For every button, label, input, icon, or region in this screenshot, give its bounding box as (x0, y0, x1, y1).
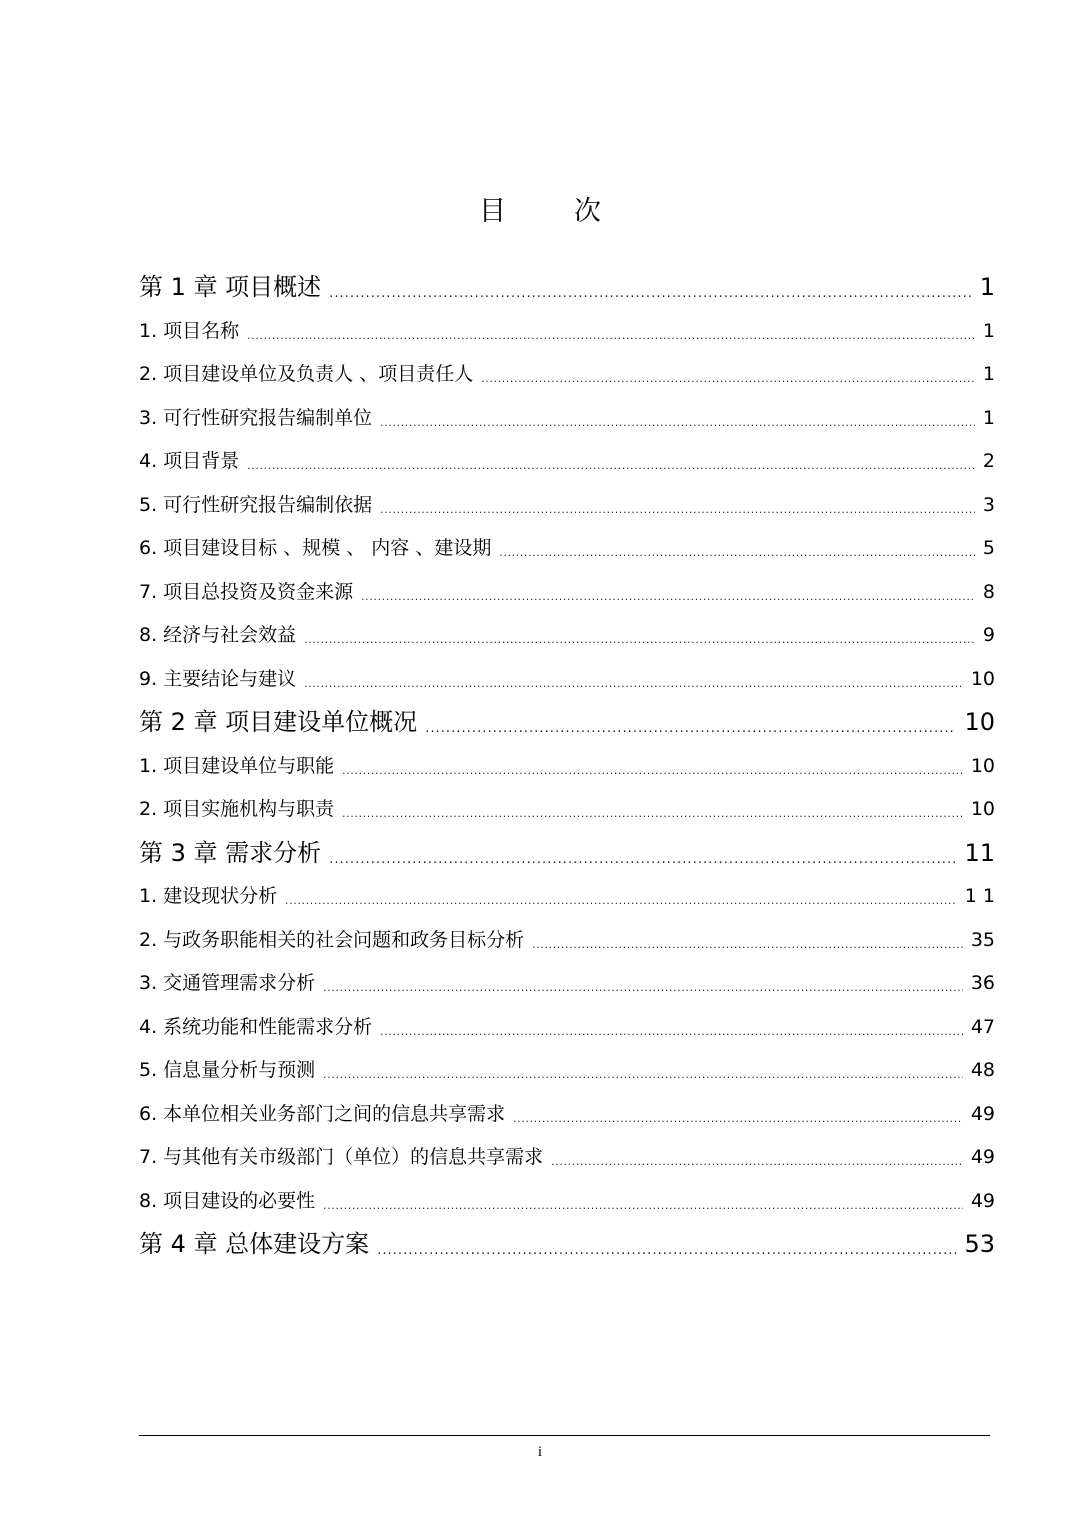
dot-leader (342, 766, 963, 785)
toc-entry-page: 1 1 (964, 885, 995, 907)
toc-entry-label: 2. 项目实施机构与职责 (139, 798, 335, 820)
dot-leader (532, 940, 963, 959)
toc-entry-label: 3. 可行性研究报告编制单位 (139, 406, 373, 429)
toc-entry-page: 2 (982, 450, 995, 472)
toc-entry-page: 35 (970, 928, 995, 951)
toc-section-entry[interactable] (139, 1006, 995, 1050)
toc-section-entry[interactable] (139, 962, 995, 1006)
toc-section-entry[interactable] (139, 1136, 995, 1180)
toc-entry-label: 第 3 章 需求分析 (139, 838, 322, 867)
dot-leader (377, 1244, 956, 1268)
dot-leader (380, 1027, 963, 1046)
toc-entry-label: 2. 项目建设单位及负责人 、项目责任人 (139, 363, 474, 385)
toc-entry-label: 5. 可行性研究报告编制依据 (139, 493, 373, 516)
toc-entry-page: 1 (982, 319, 995, 342)
toc-section-entry[interactable] (139, 875, 995, 919)
toc-entry-label: 8. 项目建设的必要性 (139, 1189, 316, 1212)
toc-entry-label: 第 2 章 项目建设单位概况 (139, 708, 418, 736)
dot-leader (513, 1114, 963, 1133)
toc-entry-page: 49 (970, 1146, 995, 1168)
toc-entry-page: 3 (982, 493, 995, 516)
dot-leader (380, 418, 975, 437)
dot-leader (361, 592, 975, 611)
toc-entry-label: 4. 项目背景 (139, 450, 240, 472)
dot-leader (329, 853, 956, 877)
toc-chapter-entry[interactable] (139, 266, 995, 310)
dot-leader (304, 635, 975, 654)
toc-entry-label: 6. 本单位相关业务部门之间的信息共享需求 (139, 1102, 506, 1125)
page-title: 目次 (479, 196, 669, 227)
toc-section-entry[interactable] (139, 440, 995, 484)
toc-entry-label: 1. 项目建设单位与职能 (139, 754, 335, 777)
dot-leader (323, 1070, 963, 1089)
toc-section-entry[interactable] (139, 1093, 995, 1137)
toc-entry-label: 8. 经济与社会效益 (139, 624, 297, 646)
dot-leader (551, 1157, 963, 1176)
toc-section-entry[interactable] (139, 614, 995, 658)
toc-section-entry[interactable] (139, 1180, 995, 1224)
toc-entry-label: 1. 建设现状分析 (139, 885, 278, 907)
toc-entry-label: 9. 主要结论与建议 (139, 667, 297, 690)
toc-section-entry[interactable] (139, 527, 995, 571)
footer-page-number: i (537, 1444, 543, 1460)
toc-section-entry[interactable] (139, 397, 995, 441)
toc-entry-page: 8 (982, 580, 995, 603)
dot-leader (329, 287, 972, 311)
toc-entry-label: 3. 交通管理需求分析 (139, 972, 316, 994)
toc-entry-page: 53 (964, 1230, 995, 1258)
toc-section-entry[interactable] (139, 658, 995, 702)
dot-leader (304, 679, 963, 698)
toc-entry-page: 49 (970, 1189, 995, 1212)
toc-entry-page: 11 (964, 838, 995, 867)
toc-section-entry[interactable] (139, 310, 995, 354)
toc-section-entry[interactable] (139, 484, 995, 528)
toc-entry-label: 5. 信息量分析与预测 (139, 1059, 316, 1081)
toc-entry-label: 4. 系统功能和性能需求分析 (139, 1015, 373, 1038)
dot-leader (247, 461, 975, 480)
toc-section-entry[interactable] (139, 571, 995, 615)
dot-leader (323, 1201, 963, 1220)
toc-entry-page: 10 (970, 798, 995, 820)
toc-section-entry[interactable] (139, 353, 995, 397)
toc-entry-label: 第 4 章 总体建设方案 (139, 1230, 370, 1258)
toc-entry-page: 1 (979, 273, 995, 301)
toc-entry-page: 10 (964, 708, 995, 736)
toc-entry-page: 1 (982, 363, 995, 385)
toc-entry-label: 第 1 章 项目概述 (139, 273, 322, 301)
toc-chapter-entry[interactable] (139, 701, 995, 745)
toc-entry-page: 49 (970, 1102, 995, 1125)
toc-section-entry[interactable] (139, 788, 995, 832)
toc-entry-page: 36 (970, 972, 995, 994)
dot-leader (323, 983, 963, 1002)
dot-leader (342, 809, 963, 828)
toc-entry-label: 7. 与其他有关市级部门（单位）的信息共享需求 (139, 1146, 544, 1168)
toc-entry-label: 1. 项目名称 (139, 319, 240, 342)
toc-entry-page: 9 (982, 624, 995, 646)
toc-section-entry[interactable] (139, 745, 995, 789)
footer-divider (139, 1435, 990, 1436)
toc-entry-label: 7. 项目总投资及资金来源 (139, 580, 354, 603)
toc-entry-page: 47 (970, 1015, 995, 1038)
table-of-contents (139, 266, 995, 1267)
dot-leader (499, 548, 975, 567)
toc-entry-label: 2. 与政务职能相关的社会问题和政务目标分析 (139, 928, 525, 951)
dot-leader (285, 896, 957, 915)
toc-entry-page: 10 (970, 667, 995, 690)
dot-leader (247, 331, 975, 350)
toc-chapter-entry[interactable] (139, 832, 995, 876)
toc-entry-page: 10 (970, 754, 995, 777)
dot-leader (481, 374, 975, 393)
toc-section-entry[interactable] (139, 919, 995, 963)
dot-leader (425, 722, 956, 746)
toc-entry-page: 48 (970, 1059, 995, 1081)
toc-entry-label: 6. 项目建设目标 、规模 、 内容 、建设期 (139, 537, 492, 559)
toc-chapter-entry[interactable] (139, 1223, 995, 1267)
toc-section-entry[interactable] (139, 1049, 995, 1093)
dot-leader (380, 505, 975, 524)
toc-entry-page: 5 (982, 537, 995, 559)
toc-entry-page: 1 (982, 406, 995, 429)
